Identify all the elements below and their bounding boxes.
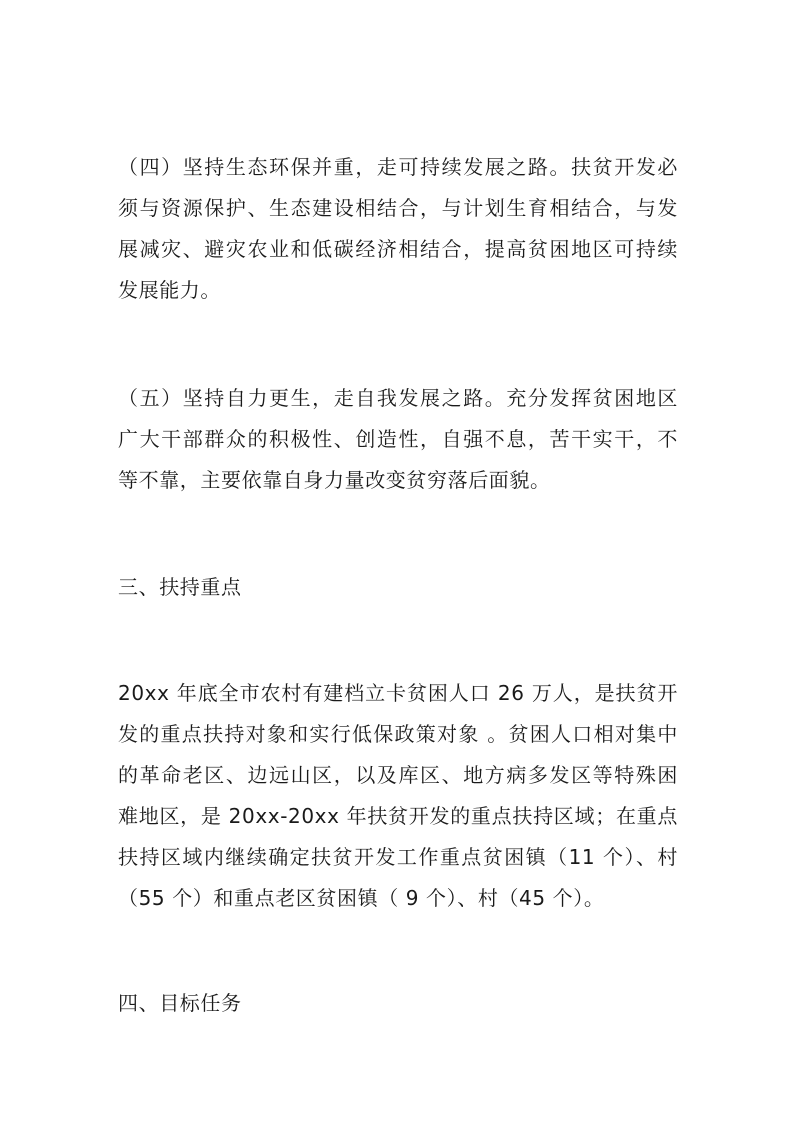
paragraph-line: 展减灾、避灾农业和低碳经济相结合，提高贫困地区可持续 [118,237,678,261]
paragraph-line: （五）坚持自力更生，走自我发展之路。充分发挥贫困地区 [118,386,678,410]
paragraph-support-focus [118,673,678,919]
paragraph-line: （四）坚持生态环保并重，走可持续发展之路。扶贫开发必 [118,155,678,179]
paragraph-line: 发展能力。 [118,278,221,302]
paragraph-line: 20xx 年底全市农村有建档立卡贫困人口 26 万人，是扶贫开 [118,681,678,705]
paragraph-ecological-principle [118,147,678,311]
paragraph-self-reliance-principle [118,378,678,501]
paragraph-line: （55 个）和重点老区贫困镇（ 9 个）、村（45 个）。 [118,886,605,910]
paragraph-line: 扶持区域内继续确定扶贫开发工作重点贫困镇（11 个）、村 [118,845,678,869]
paragraph-line: 难地区，是 20xx-20xx 年扶贫开发的重点扶持区域；在重点 [118,804,678,828]
paragraph-line: 等不靠，主要依靠自身力量改变贫穷落后面貌。 [118,468,551,492]
section-heading-goals-tasks: 四、目标任务 [118,991,242,1015]
paragraph-line: 须与资源保护、生态建设相结合，与计划生育相结合，与发 [118,196,678,220]
paragraph-line: 的革命老区、边远山区，以及库区、地方病多发区等特殊困 [118,763,678,787]
section-heading-support-focus: 三、扶持重点 [118,575,242,599]
paragraph-line: 广大干部群众的积极性、创造性，自强不息，苦干实干，不 [118,427,678,451]
paragraph-line: 发的重点扶持对象和实行低保政策对象 。贫困人口相对集中 [118,722,678,746]
